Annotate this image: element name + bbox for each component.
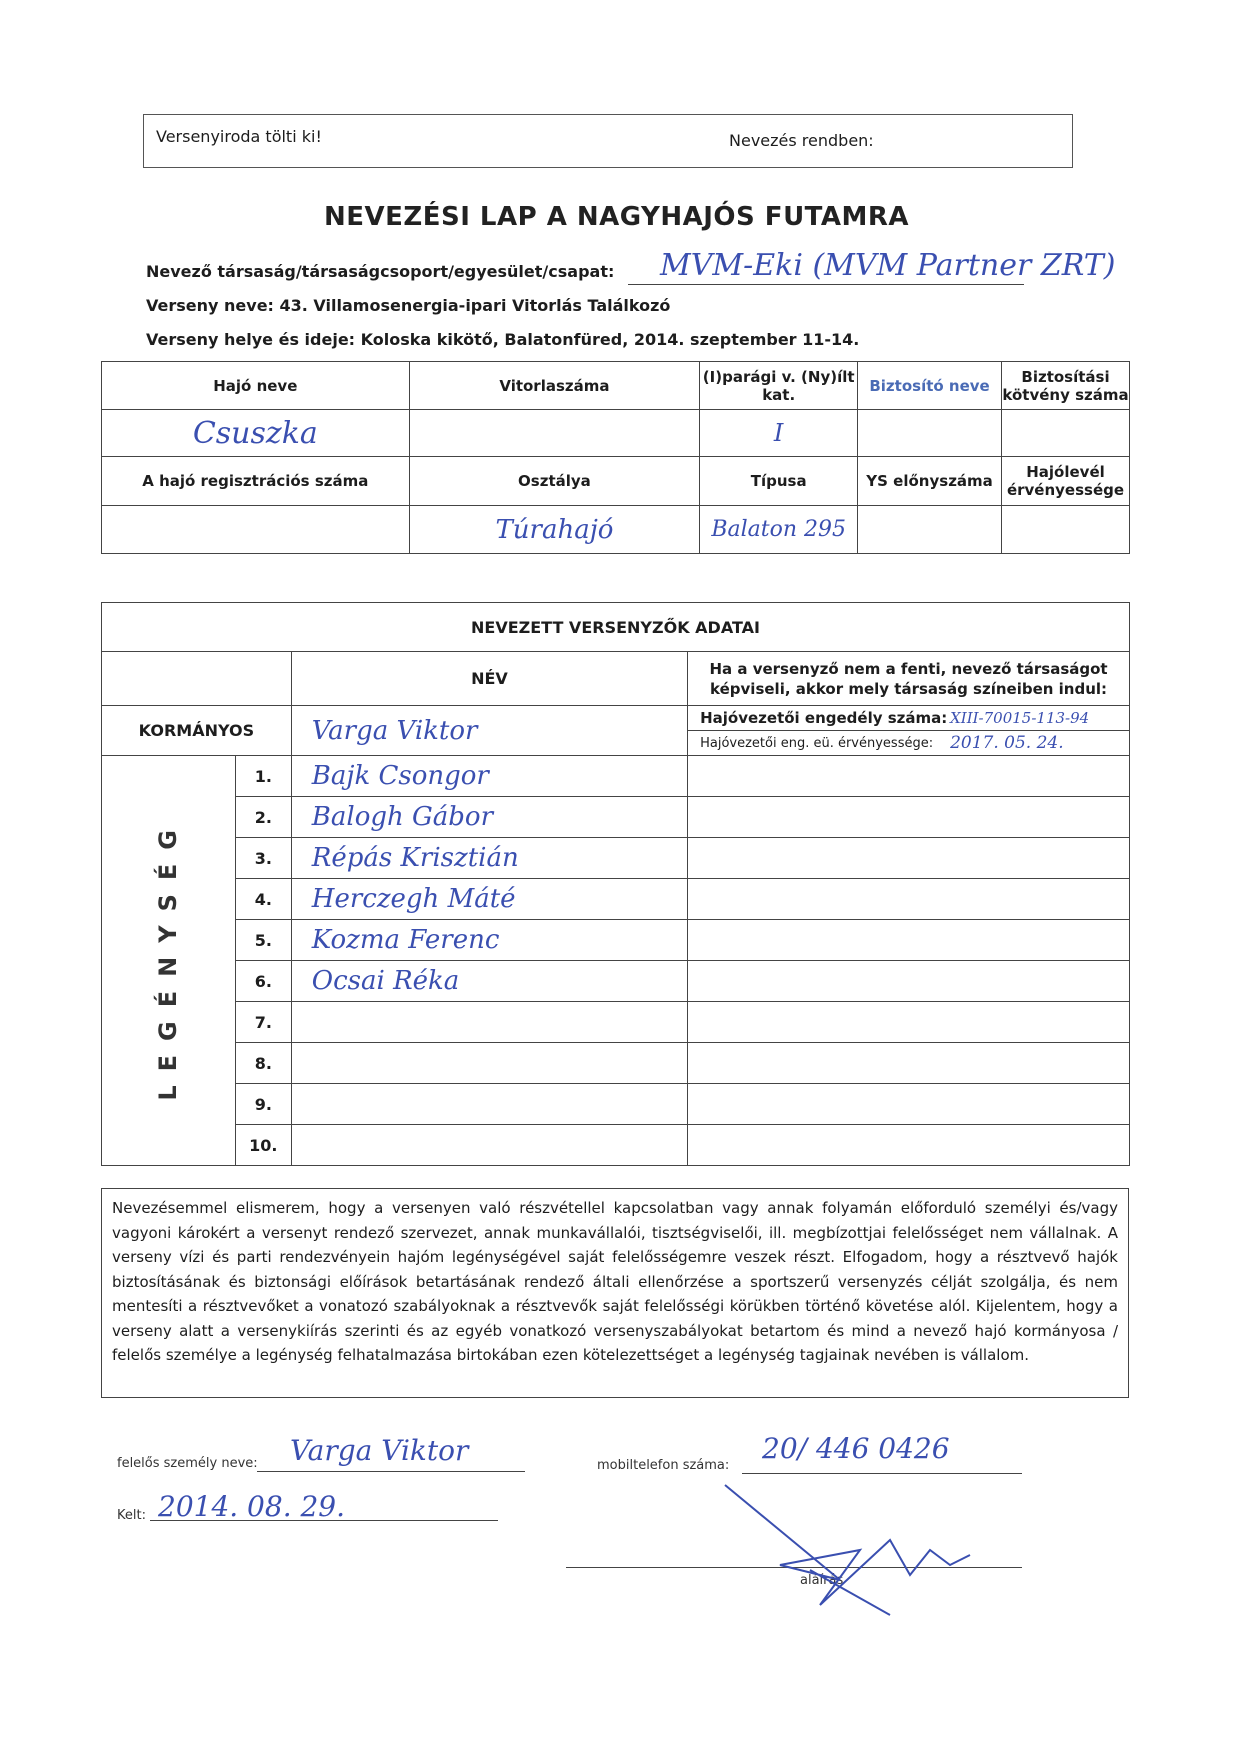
crew-num: 3.: [235, 838, 291, 879]
registration-header: A hajó regisztrációs száma: [102, 457, 410, 506]
category-header: (I)parági v. (Ny)ílt kat.: [700, 362, 858, 410]
crew-num: 10.: [235, 1125, 291, 1166]
name-header: NÉV: [291, 652, 687, 706]
phone-label: mobiltelefon száma:: [597, 1458, 730, 1473]
phone-value[interactable]: 20/ 446 0426: [762, 1432, 950, 1465]
crew-club-2[interactable]: [688, 797, 1130, 838]
team-underline: [628, 284, 1024, 285]
license-value[interactable]: XIII-70015-113-94: [950, 709, 1090, 727]
crew-vertical-label-cell: [102, 756, 236, 1166]
sail-number-value[interactable]: [409, 410, 700, 457]
crew-club-1[interactable]: [688, 756, 1130, 797]
type-value[interactable]: Balaton 295: [700, 506, 858, 554]
ys-value[interactable]: [858, 506, 1002, 554]
crew-club-6[interactable]: [688, 961, 1130, 1002]
responsible-value[interactable]: Varga Viktor: [290, 1434, 469, 1467]
crew-name-8[interactable]: [291, 1043, 687, 1084]
crew-num: 4.: [235, 879, 291, 920]
crew-num: 9.: [235, 1084, 291, 1125]
date-value[interactable]: 2014. 08. 29.: [158, 1490, 346, 1523]
crew-club-9[interactable]: [688, 1084, 1130, 1125]
crew-vertical-label: LEGÉNYSÉG: [154, 816, 183, 1101]
liability-statement: Nevezésemmel elismerem, hogy a versenyen való részvétellel kapcsolatban vagy annak folyamán előforduló személyi és/vagy vagyoni károkért a versenyt rendező szervezet, annak munkavállalói, tisztségviselői, ill. megbízottjai felelősséget nem vállalnak. A verseny vízi és parti rendezvényein hajóm legénységével saját felelősségemre veszek részt. Elfogadom, hogy a résztvevő hajók biztosításának és biztonsági előírások betartásának rendező általi ellenőrzése a sportszerű versenyzés célját szolgálja, és nem mentesíti a résztvevőket a vonatozó szabályoknak a résztvevők saját felelősségi körükben történő követése alól. Kijelentem, hogy a verseny alatt a versenykiírás szerinti és az egyéb vonatkozó versenyszabályokat betartom és mind a nevező hajó kormányosa / felelős személye a legénység felhatalmazása birtokában ezen kötelezettséget a legénység tagjainak nevében is vállalom.: [101, 1188, 1129, 1398]
insurer-header: Biztosító neve: [858, 362, 1002, 410]
certificate-validity-header: Hajólevél érvényessége: [1002, 457, 1130, 506]
responsible-label: felelős személy neve:: [117, 1456, 258, 1471]
office-box: [143, 114, 1073, 168]
entry-ok-label: Nevezés rendben:: [729, 131, 874, 150]
page-title: NEVEZÉSI LAP A NAGYHAJÓS FUTAMRA: [323, 202, 910, 232]
skipper-name[interactable]: Varga Viktor: [291, 706, 687, 756]
crew-club-10[interactable]: [688, 1125, 1130, 1166]
team-label: Nevező társaság/társaságcsoport/egyesület/csapat:: [146, 262, 615, 281]
boat-table: [101, 361, 1130, 554]
race-place-date: Verseny helye és ideje: Koloska kikötő, Balatonfüred, 2014. szeptember 11-14.: [146, 330, 860, 349]
boat-name-header: Hajó neve: [102, 362, 410, 410]
crew-club-5[interactable]: [688, 920, 1130, 961]
crew-name-2[interactable]: Balogh Gábor: [291, 797, 687, 838]
crew-num: 7.: [235, 1002, 291, 1043]
crew-section-title: NEVEZETT VERSENYZŐK ADATAI: [102, 603, 1130, 652]
skipper-license-cell: [688, 706, 1130, 756]
crew-name-3[interactable]: Répás Krisztián: [291, 838, 687, 879]
ys-header: YS előnyszáma: [858, 457, 1002, 506]
certificate-validity-value[interactable]: [1002, 506, 1130, 554]
crew-num: 6.: [235, 961, 291, 1002]
team-value[interactable]: MVM-Eki (MVM Partner ZRT): [660, 248, 1116, 283]
policy-number-header: Biztosítási kötvény száma: [1002, 362, 1130, 410]
class-value[interactable]: Túrahajó: [409, 506, 700, 554]
crew-name-6[interactable]: Ocsai Réka: [291, 961, 687, 1002]
crew-club-8[interactable]: [688, 1043, 1130, 1084]
crew-name-9[interactable]: [291, 1084, 687, 1125]
boat-name-value[interactable]: Csuszka: [102, 410, 410, 457]
crew-num: 2.: [235, 797, 291, 838]
date-label: Kelt:: [117, 1508, 146, 1523]
insurer-value[interactable]: [858, 410, 1002, 457]
other-club-header: Ha a versenyző nem a fenti, nevező társaságot képviseli, akkor mely társaság színeiben indul:: [688, 652, 1130, 706]
crew-num: 1.: [235, 756, 291, 797]
registration-value[interactable]: [102, 506, 410, 554]
responsible-underline: [257, 1471, 525, 1472]
policy-number-value[interactable]: [1002, 410, 1130, 457]
phone-underline: [742, 1473, 1022, 1474]
type-header: Típusa: [700, 457, 858, 506]
crew-num: 5.: [235, 920, 291, 961]
category-value[interactable]: I: [700, 410, 858, 457]
crew-name-5[interactable]: Kozma Ferenc: [291, 920, 687, 961]
class-header: Osztálya: [409, 457, 700, 506]
crew-club-3[interactable]: [688, 838, 1130, 879]
office-label: Versenyiroda tölti ki!: [156, 127, 322, 146]
crew-club-7[interactable]: [688, 1002, 1130, 1043]
skipper-label: KORMÁNYOS: [102, 706, 292, 756]
crew-name-10[interactable]: [291, 1125, 687, 1166]
signature-label: aláírás: [800, 1573, 844, 1588]
license-label: Hajóvezetői engedély száma:: [700, 709, 948, 727]
crew-name-4[interactable]: Herczegh Máté: [291, 879, 687, 920]
empty-header-cell: [102, 652, 292, 706]
crew-club-4[interactable]: [688, 879, 1130, 920]
crew-name-1[interactable]: Bajk Csongor: [291, 756, 687, 797]
crew-name-7[interactable]: [291, 1002, 687, 1043]
sail-number-header: Vitorlaszáma: [409, 362, 700, 410]
race-name: Verseny neve: 43. Villamosenergia-ipari Vitorlás Találkozó: [146, 296, 671, 315]
signature-scribble-icon: [720, 1480, 980, 1620]
medical-value[interactable]: 2017. 05. 24.: [950, 733, 1064, 753]
crew-num: 8.: [235, 1043, 291, 1084]
medical-label: Hajóvezetői eng. eü. érvényessége:: [700, 735, 934, 751]
crew-table: [101, 602, 1130, 1166]
